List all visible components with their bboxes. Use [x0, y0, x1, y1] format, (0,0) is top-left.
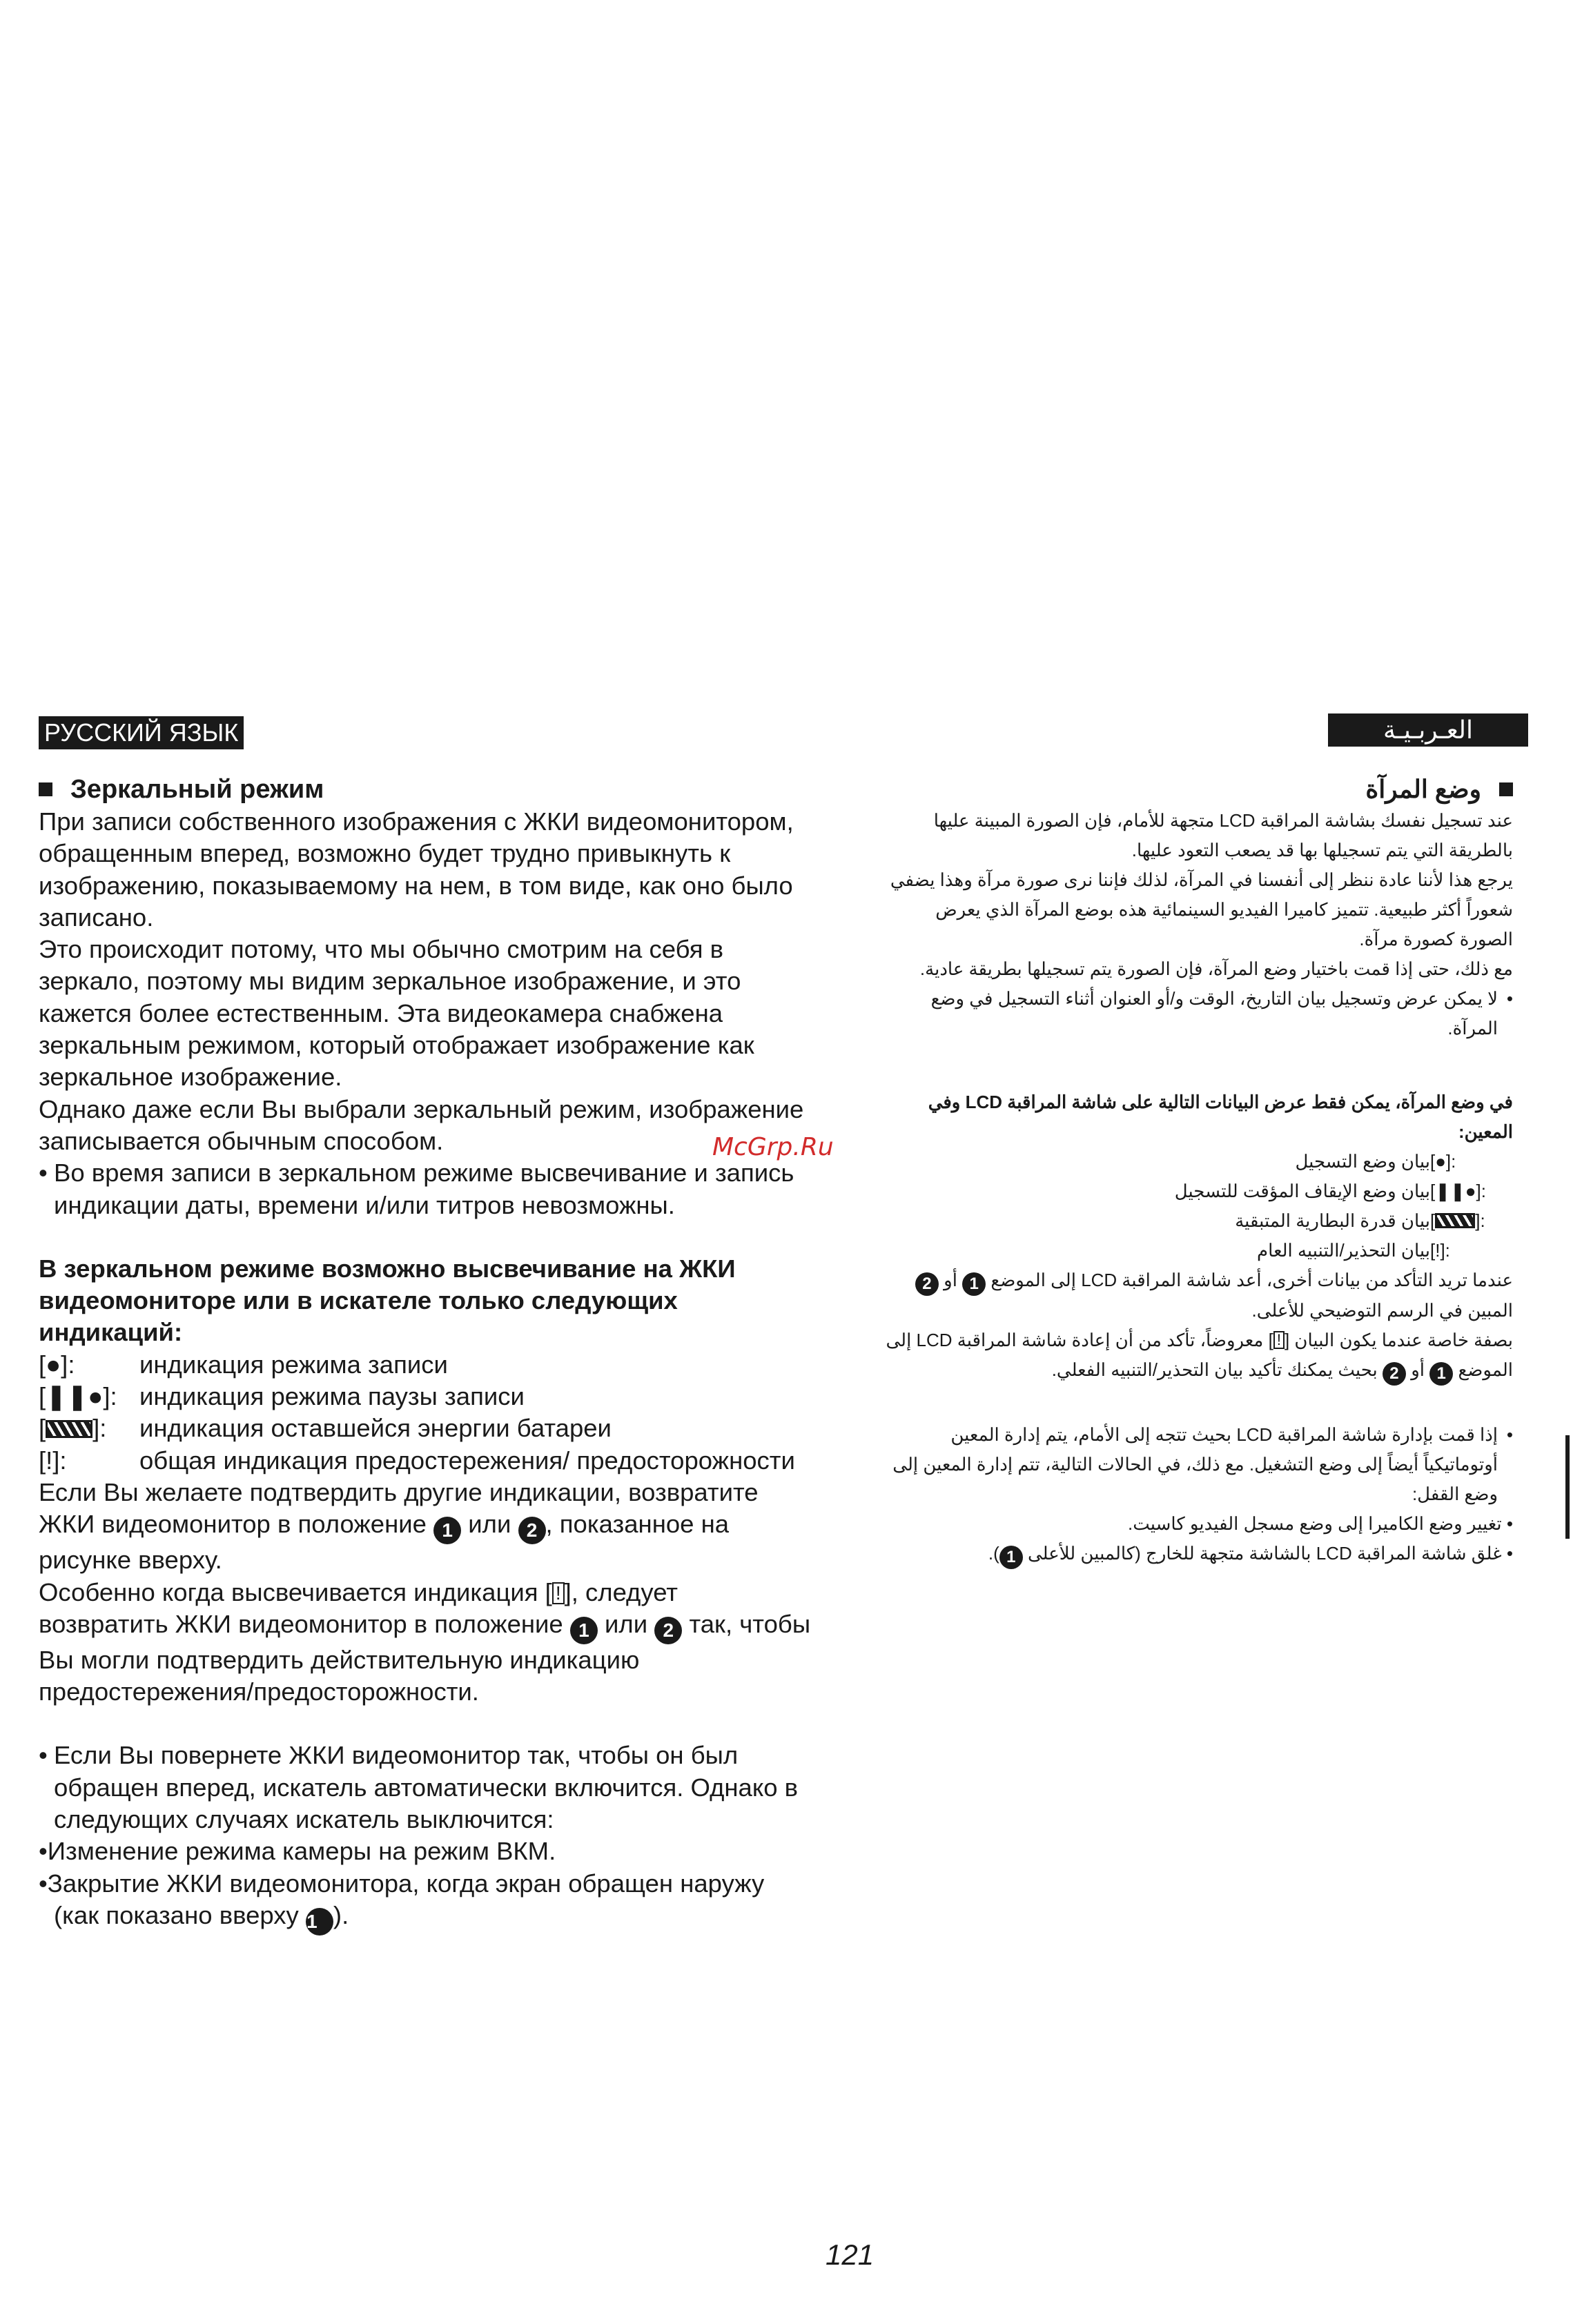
russian-subheading: В зеркальном режиме возможно высвечивание на ЖКИ видеомониторе или в искателе только следующих индикаций: — [39, 1254, 736, 1347]
russian-subitem-2 — [39, 1868, 812, 1936]
battery-icon — [46, 1420, 92, 1438]
arabic-bullet-1-text: لا يمكن عرض وتسجيل بيان التاريخ، الوقت و/أو العنوان أثناء التسجيل في وضع المرآة. — [930, 988, 1498, 1038]
battery-indicator-icon: [ ]: — [39, 1414, 107, 1443]
p5-or: или — [605, 1609, 648, 1638]
language-label-arabic: العـربـيـة — [1328, 713, 1528, 747]
p5-text-a: Особенно когда высвечивается индикация [ — [39, 1577, 552, 1606]
indication-row — [885, 1236, 1513, 1266]
rec-pause-indicator-icon: [❚❚●]: — [39, 1382, 117, 1411]
russian-paragraph-2: Это происходит потому, что мы обычно смотрим на себя в зеркало, поэтому мы видим зеркальное изображение, и это кажется более естественным. Эта видеокамера снабжена зеркальным режимом, который отображает изображение как зеркальное изображение. — [39, 935, 754, 1092]
rec-pause-indicator-icon: [❚❚●]: — [1430, 1181, 1486, 1201]
indication-text: بيان التحذير/التنبيه العام — [1257, 1240, 1430, 1261]
warning-icon: ! — [552, 1582, 565, 1604]
p5-text-c: так, чтобы Вы могли подтвердить действительную индикацию предостережения/предосторожности. — [39, 1609, 811, 1706]
arabic-subitem-2 — [885, 1539, 1513, 1569]
indication-row — [885, 1206, 1513, 1236]
arabic-paragraph-5 — [885, 1326, 1513, 1386]
indication-text: بيان قدرة البطارية المتبقية — [1235, 1210, 1430, 1231]
ar-p5-or: أو — [1411, 1359, 1425, 1380]
position-2-icon: 2 — [915, 1272, 939, 1296]
position-1-icon: 1 — [570, 1617, 598, 1644]
arabic-paragraph-4 — [885, 1266, 1513, 1326]
arabic-bullet-1 — [885, 984, 1513, 1043]
indication-text: индикация оставшейся энергии батареи — [139, 1414, 612, 1443]
russian-indications-list — [39, 1349, 812, 1477]
battery-indicator-icon: [ ]: — [1430, 1210, 1485, 1231]
bullet-dot-icon: • — [39, 1741, 48, 1770]
watermark: McGrp.Ru — [712, 1133, 834, 1161]
p4-text-b: , показанное на рисунке вверху. — [39, 1510, 730, 1575]
arabic-title-text: وضع المرآة — [1365, 775, 1481, 803]
arabic-subitem-1: • تغيير وضع الكاميرا إلى وضع مسجل الفيديو كاسيت. — [1128, 1513, 1513, 1534]
position-1-icon: 1 — [306, 1908, 333, 1936]
russian-subitem-1: •Изменение режима камеры на режим ВКМ. — [39, 1837, 556, 1866]
sub2-text-b: ). — [333, 1900, 349, 1929]
page-number: 121 — [826, 2238, 875, 2271]
ar-p4-text-b: المبين في الرسم التوضيحي للأعلى. — [1251, 1300, 1513, 1321]
indication-text: بيان وضع الإيقاف المؤقت للتسجيل — [1174, 1181, 1430, 1201]
position-1-icon: 1 — [962, 1272, 986, 1296]
russian-paragraph-4 — [39, 1477, 812, 1577]
arabic-paragraph-3: مع ذلك، حتى إذا قمت باختيار وضع المرآة، فإن الصورة يتم تسجيلها بطريقة عادية. — [919, 958, 1513, 979]
square-bullet-icon — [39, 782, 52, 796]
margin-bar — [1565, 1435, 1570, 1539]
ar-sub2-text-b: ). — [988, 1543, 999, 1564]
arabic-subheading: في وضع المرآة، يمكن فقط عرض البيانات التالية على شاشة المراقبة LCD وفي المعين: — [928, 1092, 1513, 1142]
position-2-icon: 2 — [518, 1517, 546, 1544]
ar-p4-text-a: عندما تريد التأكد من بيانات أخرى، أعد شاشة المراقبة LCD إلى الموضع — [990, 1270, 1513, 1290]
battery-icon — [1435, 1213, 1475, 1228]
warning-indicator-icon: [!]: — [39, 1446, 67, 1475]
ar-sub2-text-a: • غلق شاشة المراقبة LCD بالشاشة متجهة للخارج (كالمبين للأعلى — [1027, 1543, 1513, 1564]
russian-bullet-2-text: Если Вы повернете ЖКИ видеомонитор так, чтобы он был обращен вперед, искатель автоматически включится. Однако в следующих случаях искатель выключится: — [54, 1741, 799, 1834]
russian-paragraph-3: Однако даже если Вы выбрали зеркальный режим, изображение записывается обычным способом. — [39, 1094, 804, 1155]
indication-text: индикация режима паузы записи — [139, 1382, 525, 1411]
bullet-dot-icon: • — [1506, 988, 1513, 1009]
ar-p5-text-a: بصفة خاصة عندما يكون البيان [ — [1284, 1330, 1513, 1350]
indication-row — [39, 1349, 812, 1381]
p5-text-b: ], следует возвратить ЖКИ видеомонитор в положение — [39, 1577, 678, 1638]
indication-row — [885, 1147, 1513, 1176]
language-label-russian: РУССКИЙ ЯЗЫК — [39, 716, 244, 749]
indication-row — [39, 1412, 812, 1444]
russian-bullet-1 — [39, 1157, 812, 1221]
arabic-section-title — [885, 773, 1513, 806]
indication-text: общая индикация предостережения/ предосторожности — [139, 1446, 795, 1475]
position-1-icon: 1 — [433, 1517, 461, 1544]
russian-bullet-2 — [39, 1740, 812, 1835]
bullet-dot-icon: • — [39, 1159, 48, 1188]
p4-text-a: Если Вы желаете подтвердить другие индикации, возвратите ЖКИ видеомонитор в положение — [39, 1477, 759, 1539]
ar-p4-or: أو — [944, 1270, 957, 1290]
ar-p5-text-b: ] معروضاً، تأكد من أن إعادة شاشة المراقبة LCD إلى الموضع — [886, 1330, 1513, 1380]
ar-p5-text-c: بحيث يمكنك تأكيد بيان التحذير/التنبيه الفعلي. — [1051, 1359, 1378, 1380]
russian-bullet-1-text: Во время записи в зеркальном режиме высвечивание и запись индикации даты, времени и/или титров невозможны. — [54, 1159, 794, 1219]
arabic-paragraph-1: عند تسجيل نفسك بشاشة المراقبة LCD متجهة للأمام، فإن الصورة المبينة عليها بالطريقة التي يتم تسجيلها بها قد يصعب التعود عليها. — [933, 810, 1513, 860]
rec-indicator-icon: [●]: — [1430, 1151, 1456, 1172]
russian-section-title — [39, 773, 812, 806]
arabic-bullet-2 — [885, 1420, 1513, 1509]
indication-row — [39, 1445, 812, 1477]
rec-indicator-icon: [●]: — [39, 1350, 75, 1379]
indication-text: индикация режима записи — [139, 1350, 448, 1379]
warning-indicator-icon: [!]: — [1430, 1240, 1450, 1261]
p4-or: или — [468, 1510, 511, 1539]
indication-text: بيان وضع التسجيل — [1295, 1151, 1430, 1172]
position-2-icon: 2 — [1383, 1362, 1406, 1386]
russian-paragraph-1: При записи собственного изображения с ЖКИ видеомонитором, обращенным вперед, возможно будет трудно привыкнуть к изображению, показываемому на нем, в том виде, как оно было записано. — [39, 807, 794, 932]
position-2-icon: 2 — [654, 1617, 682, 1644]
square-bullet-icon — [1499, 782, 1513, 796]
indication-row — [885, 1176, 1513, 1206]
russian-column — [39, 773, 812, 1936]
battery-code-text: ]: — [92, 1414, 107, 1443]
position-1-icon: 1 — [1429, 1362, 1453, 1386]
arabic-indications-list — [885, 1147, 1513, 1266]
arabic-column — [885, 773, 1513, 1569]
bullet-dot-icon: • — [1506, 1424, 1513, 1445]
indication-row — [39, 1381, 812, 1412]
sub2-text-a: •Закрытие ЖКИ видеомонитора, когда экран обращен наружу (как показано вверху — [39, 1869, 765, 1929]
arabic-bullet-2-text: إذا قمت بإدارة شاشة المراقبة LCD بحيث تتجه إلى الأمام، يتم إدارة المعين أوتوماتيكياً أيضاً إلى وضع التشغيل. مع ذلك، في الحالات التالية، تتم إدارة المعين إلى وضع القفل: — [892, 1424, 1498, 1504]
russian-title-text: Зеркальный режим — [70, 775, 324, 804]
russian-paragraph-5 — [39, 1577, 812, 1708]
arabic-paragraph-2: يرجع هذا لأننا عادة ننظر إلى أنفسنا في المرآة، لذلك فإننا نرى صورة مرآة وهذا يضفي شعوراً أكثر طبيعية. تتميز كاميرا الفيديو السينمائية هذه بوضع المرآة الذي يعرض الصورة كصورة مرآة. — [890, 869, 1513, 949]
warning-icon: ! — [1273, 1331, 1285, 1349]
battery-code-text: ]: — [1475, 1210, 1485, 1231]
position-1-icon: 1 — [999, 1546, 1023, 1569]
